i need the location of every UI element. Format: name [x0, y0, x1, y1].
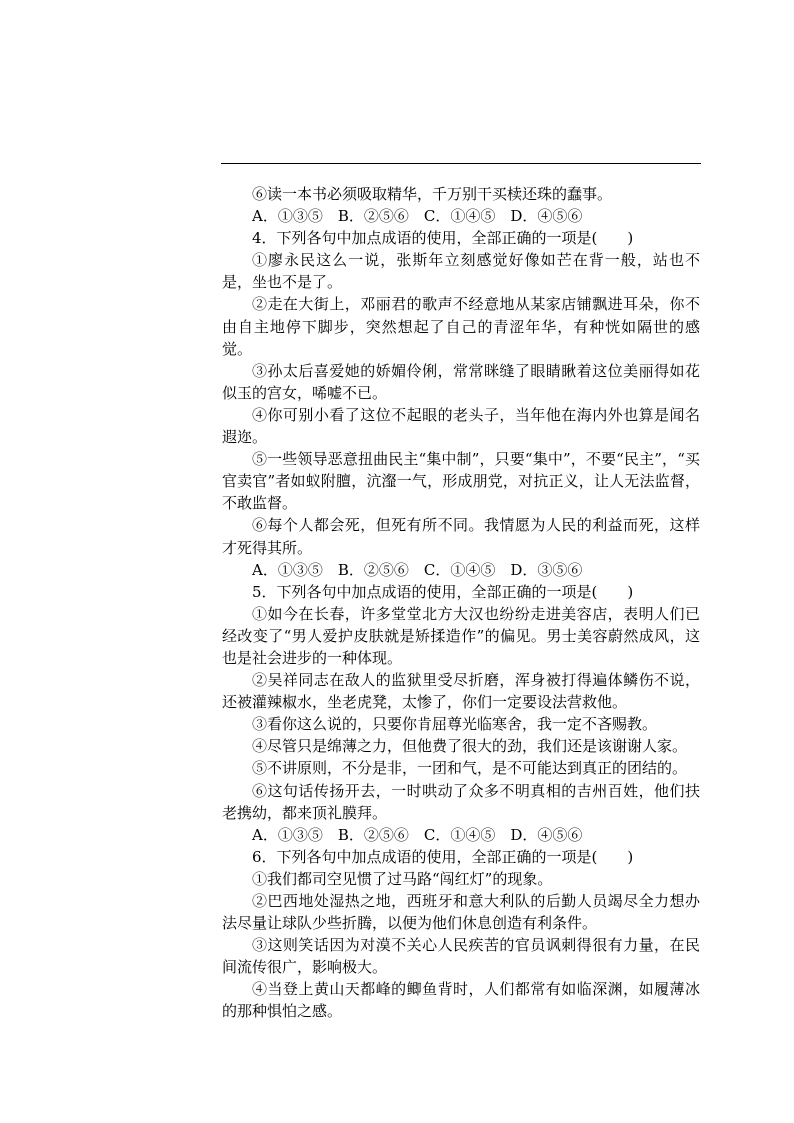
- text-line: ⑥这句话传扬开去，一时哄动了众多不明真相的吉州百姓，他们扶老携幼，都来顶礼膜拜。: [222, 781, 700, 822]
- text-line: ②吴祥同志在敌人的监狱里受尽折磨，浑身被打得遍体鳞伤不说，还被灌辣椒水，坐老虎凳，太惨了，你们一定要设法营救他。: [222, 671, 700, 712]
- text-line: ③看你这么说的，只要你肯屈尊光临寒舍，我一定不吝赐教。: [252, 715, 658, 734]
- text-line: ⑤不讲原则，不分是非，一团和气，是不可能达到真正的团结的。: [252, 759, 688, 778]
- text-line: ④你可别小看了这位不起眼的老头子，当年他在海内外也算是闻名遐迩。: [222, 405, 700, 447]
- answer-options: A．①③⑤ B．②⑤⑥ C．①④⑤ D．③⑤⑥: [252, 560, 583, 579]
- question-stem: 5．下列各句中加点成语的使用，全部正确的一项是( ): [252, 582, 634, 601]
- document-body: [222, 183, 700, 1023]
- question-stem: 6．下列各句中加点成语的使用，全部正确的一项是( ): [252, 847, 634, 866]
- text-line: ②巴西地处湿热之地，西班牙和意大利队的后勤人员竭尽全力想办法尽量让球队少些折腾，以便为他们休息创造有利条件。: [222, 892, 700, 933]
- question-stem: 4．下列各句中加点成语的使用，全部正确的一项是( ): [252, 229, 634, 248]
- text-line: ④当登上黄山天都峰的鲫鱼背时，人们都常有如临深渊，如履薄冰的那种惧怕之感。: [222, 980, 700, 1021]
- text-line: ①如今在长春，许多堂堂北方大汉也纷纷走进美容店，表明人们已经改变了“男人爱护皮肤就是矫揉造作”的偏见。男士美容蔚然成风，这也是社会进步的一种体现。: [222, 604, 700, 667]
- text-line: ⑤一些领导恶意扭曲民主“集中制”，只要“集中”，不要“民主”，“买官卖官”者如蚁附膻，沆瀣一气，形成朋党，对抗正义，让人无法监督，不敢监督。: [222, 450, 700, 513]
- answer-options: A．①③⑤ B．②⑤⑥ C．①④⑤ D．④⑤⑥: [252, 825, 583, 844]
- text-line: ⑥读一本书必须吸取精华，千万别干买椟还珠的蠢事。: [252, 185, 613, 203]
- text-line: ④尽管只是绵薄之力，但他费了很大的劲，我们还是该谢谢人家。: [252, 737, 688, 756]
- text-line: ①我们都司空见惯了过马路“闯红灯”的现象。: [252, 869, 553, 888]
- answer-options: A．①③⑤ B．②⑤⑥ C．①④⑤ D．④⑤⑥: [252, 207, 583, 226]
- text-line: ②走在大街上，邓丽君的歌声不经意地从某家店铺飘进耳朵，你不由自主地停下脚步，突然想起了自己的青涩年华，有种恍如隔世的感觉。: [222, 295, 700, 358]
- text-line: ③这则笑话因为对漠不关心人民疾苦的官员讽刺得很有力量，在民间流传很广，影响极大。: [222, 936, 700, 977]
- text-line: ⑥每个人都会死，但死有所不同。我情愿为人民的利益而死，这样才死得其所。: [222, 516, 700, 557]
- header-rule: [221, 163, 701, 164]
- text-line: ③孙太后喜爱她的娇媚伶俐，常常眯缝了眼睛瞅着这位美丽得如花似玉的宫女，唏嘘不已。: [222, 361, 700, 402]
- text-line: ①廖永民这么一说，张斯年立刻感觉好像如芒在背一般，站也不是，坐也不是了。: [222, 251, 700, 292]
